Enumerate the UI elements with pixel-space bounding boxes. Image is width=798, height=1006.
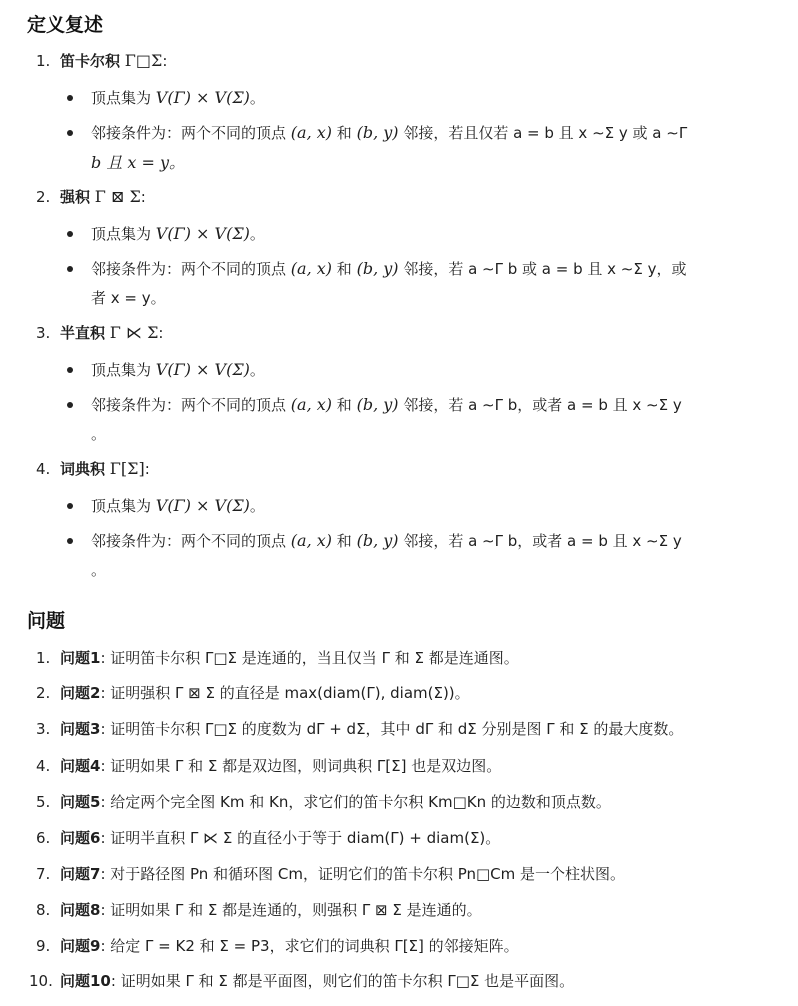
section-heading-definitions: 定义复述	[27, 14, 104, 36]
problem-text: : 证明强积 Γ ⊠ Σ 的直径是 max(diam(Γ), diam(Σ))。	[100, 684, 470, 702]
vertex-set-math: V(Γ) × V(Σ)	[155, 360, 250, 379]
problem-label: 问题3	[60, 720, 101, 738]
list-number: 4.	[36, 757, 51, 775]
vertex-set-line: 顶点集为 V(Γ) × V(Σ)。	[91, 360, 265, 379]
definition-symbol: Γ[Σ]	[109, 459, 145, 478]
list-number: 6.	[36, 829, 51, 847]
list-number: 2.	[36, 188, 51, 206]
bullet	[67, 130, 73, 136]
bullet	[67, 402, 73, 408]
section-heading-problems: 问题	[27, 610, 66, 632]
list-number: 5.	[36, 793, 51, 811]
problem-label: 问题1	[60, 649, 101, 667]
adjacency-line-cont: 。	[91, 425, 107, 443]
adjacency-line-cont: b 且 x = y。	[91, 153, 186, 172]
adjacency-line: 邻接条件为：两个不同的顶点 (a, x) 和 (b, y) 邻接，若且仅若 a = b 且 x ∼Σ y 或 a ∼Γ	[91, 123, 688, 142]
vertex-set-math: V(Γ) × V(Σ)	[155, 496, 250, 515]
list-number: 10.	[29, 972, 53, 990]
bullet	[67, 503, 73, 509]
vertex-set-math: V(Γ) × V(Σ)	[155, 224, 250, 243]
definition-symbol: Γ ⊠ Σ	[94, 187, 141, 206]
bullet	[67, 367, 73, 373]
vertex-set-line: 顶点集为 V(Γ) × V(Σ)。	[91, 224, 265, 243]
problem-text: : 证明笛卡尔积 Γ□Σ 是连通的，当且仅当 Γ 和 Σ 都是连通图。	[100, 649, 519, 667]
list-number: 7.	[36, 865, 51, 883]
problem-text: : 证明半直积 Γ ⋉ Σ 的直径小于等于 diam(Γ) + diam(Σ)。	[100, 829, 501, 847]
problem-label: 问题7	[60, 865, 101, 883]
problem-label: 问题2	[60, 684, 101, 702]
list-number: 8.	[36, 901, 51, 919]
problem-text: : 给定 Γ = K2 和 Σ = P3，求它们的词典积 Γ[Σ] 的邻接矩阵。	[100, 937, 519, 955]
bullet	[67, 95, 73, 101]
problem-text: : 证明如果 Γ 和 Σ 都是双边图，则词典积 Γ[Σ] 也是双边图。	[100, 757, 502, 775]
adjacency-line-cont: 者 x = y。	[91, 289, 166, 307]
definition-name: 强积	[60, 188, 91, 206]
adjacency-line-cont: 。	[91, 561, 107, 579]
vertex-set-math: V(Γ) × V(Σ)	[155, 88, 250, 107]
definition-symbol: Γ□Σ	[124, 51, 163, 70]
bullet	[67, 538, 73, 544]
definition-name: 词典积	[60, 460, 106, 478]
bullet	[67, 266, 73, 272]
problem-text: : 对于路径图 Pn 和循环图 Cm，证明它们的笛卡尔积 Pn□Cm 是一个柱状图。	[100, 865, 626, 883]
list-number: 1.	[36, 52, 51, 70]
adjacency-line: 邻接条件为：两个不同的顶点 (a, x) 和 (b, y) 邻接，若 a ∼Γ b，或者 a = b 且 x ∼Σ y	[91, 531, 682, 550]
list-number: 3.	[36, 720, 51, 738]
definition-symbol: Γ ⋉ Σ	[109, 323, 159, 342]
list-number: 4.	[36, 460, 51, 478]
problem-label: 问题10	[60, 972, 111, 990]
adjacency-line: 邻接条件为：两个不同的顶点 (a, x) 和 (b, y) 邻接，若 a ∼Γ b 或 a = b 且 x ∼Σ y，或	[91, 259, 687, 278]
list-number: 2.	[36, 684, 51, 702]
adjacency-line: 邻接条件为：两个不同的顶点 (a, x) 和 (b, y) 邻接，若 a ∼Γ b，或者 a = b 且 x ∼Σ y	[91, 395, 682, 414]
problem-label: 问题8	[60, 901, 101, 919]
problem-text: : 证明笛卡尔积 Γ□Σ 的度数为 dΓ + dΣ，其中 dΓ 和 dΣ 分别是图 Γ 和 Σ 的最大度数。	[100, 720, 684, 738]
bullet	[67, 231, 73, 237]
vertex-set-line: 顶点集为 V(Γ) × V(Σ)。	[91, 88, 265, 107]
problem-text: : 证明如果 Γ 和 Σ 都是平面图，则它们的笛卡尔积 Γ□Σ 也是平面图。	[110, 972, 575, 990]
problem-text: : 证明如果 Γ 和 Σ 都是连通的，则强积 Γ ⊠ Σ 是连通的。	[100, 901, 482, 919]
vertex-set-line: 顶点集为 V(Γ) × V(Σ)。	[91, 496, 265, 515]
list-number: 9.	[36, 937, 51, 955]
list-number: 3.	[36, 324, 51, 342]
problem-label: 问题9	[60, 937, 101, 955]
problem-label: 问题4	[60, 757, 101, 775]
problem-label: 问题5	[60, 793, 101, 811]
list-number: 1.	[36, 649, 51, 667]
definition-name: 笛卡尔积	[60, 52, 121, 70]
problem-text: : 给定两个完全图 Km 和 Kn，求它们的笛卡尔积 Km□Kn 的边数和顶点数。	[100, 793, 611, 811]
problem-label: 问题6	[60, 829, 101, 847]
definition-name: 半直积	[60, 324, 106, 342]
